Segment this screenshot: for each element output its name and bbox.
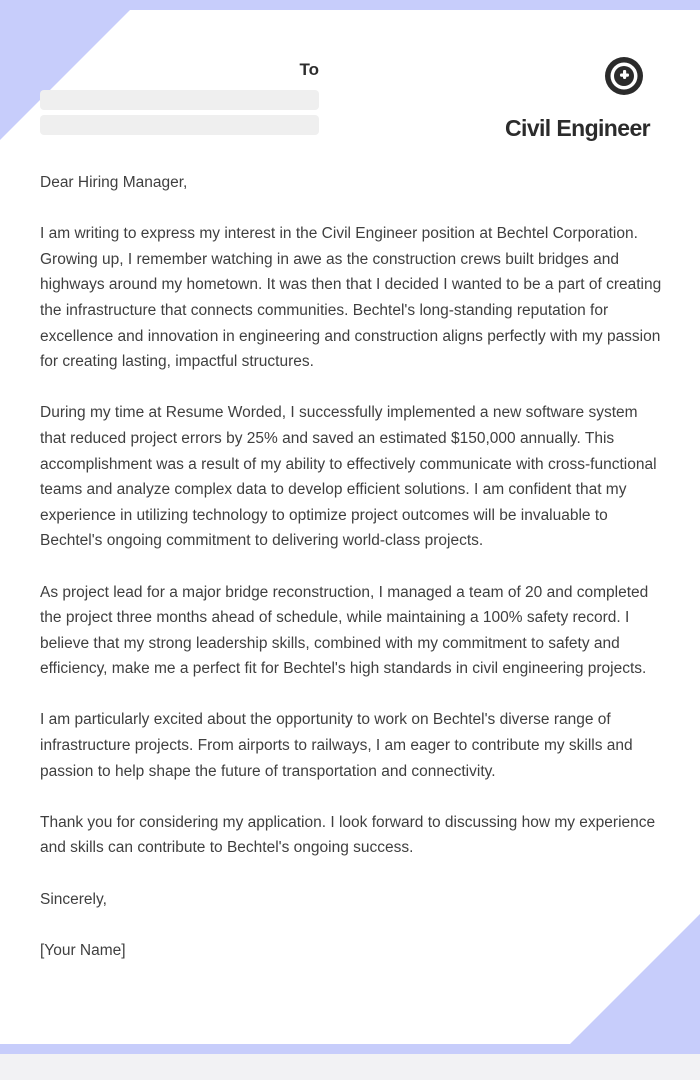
letter-sheet — [0, 10, 700, 1044]
salutation: Dear Hiring Manager, — [40, 174, 188, 191]
recipient-block — [40, 60, 319, 135]
body-paragraph: As project lead for a major bridge reconstruction, I managed a team of 20 and completed the project three months ahead of schedule, while maintaining a 100% safety record. I believe that my strong leadership skills, combined with my commitment to safety and efficiency, make me a perfect fit for Bechtel's high standards in civil engineering projects. — [40, 583, 649, 678]
body-paragraph: Thank you for considering my application. I look forward to discussing how my experience and skills can contribute to Bechtel's ongoing success. — [40, 813, 656, 857]
closing: Sincerely, — [40, 890, 107, 908]
job-title: Civil Engineer — [505, 115, 650, 141]
recipient-address-placeholder — [40, 115, 319, 135]
body-paragraph: During my time at Resume Worded, I successfully implemented a new software system that reduced project errors by 25% and saved an estimated $150,000 annually. This accomplishment was a result of my ability to effectively communicate with cross-functional teams and analyze complex data to develop efficient solutions. I am confident that my experience in utilizing technology to optimize project outcomes will be invaluable to Bechtel's ongoing commitment to delivering world-class projects. — [40, 404, 657, 550]
target-icon — [603, 55, 645, 97]
signature: [Your Name] — [40, 941, 126, 959]
recipient-name-placeholder — [40, 90, 319, 110]
body-paragraph: I am writing to express my interest in the Civil Engineer position at Bechtel Corporation. Growing up, I remember watching in awe as the construction crews built bridges and highways around my hometown. It was then that I decided I wanted to be a part of creating the infrastructure that connects communities. Bechtel's long-standing reputation for excellence and innovation in engineering and construction aligns perfectly with my passion for creating lasting, impactful structures. — [40, 225, 662, 371]
to-label: To — [299, 60, 319, 79]
letter-body — [40, 170, 665, 989]
body-paragraph: I am particularly excited about the opportunity to work on Bechtel's diverse range of infrastructure projects. From airports to railways, I am eager to contribute my skills and passion to help shape the future of transportation and connectivity. — [40, 711, 633, 780]
